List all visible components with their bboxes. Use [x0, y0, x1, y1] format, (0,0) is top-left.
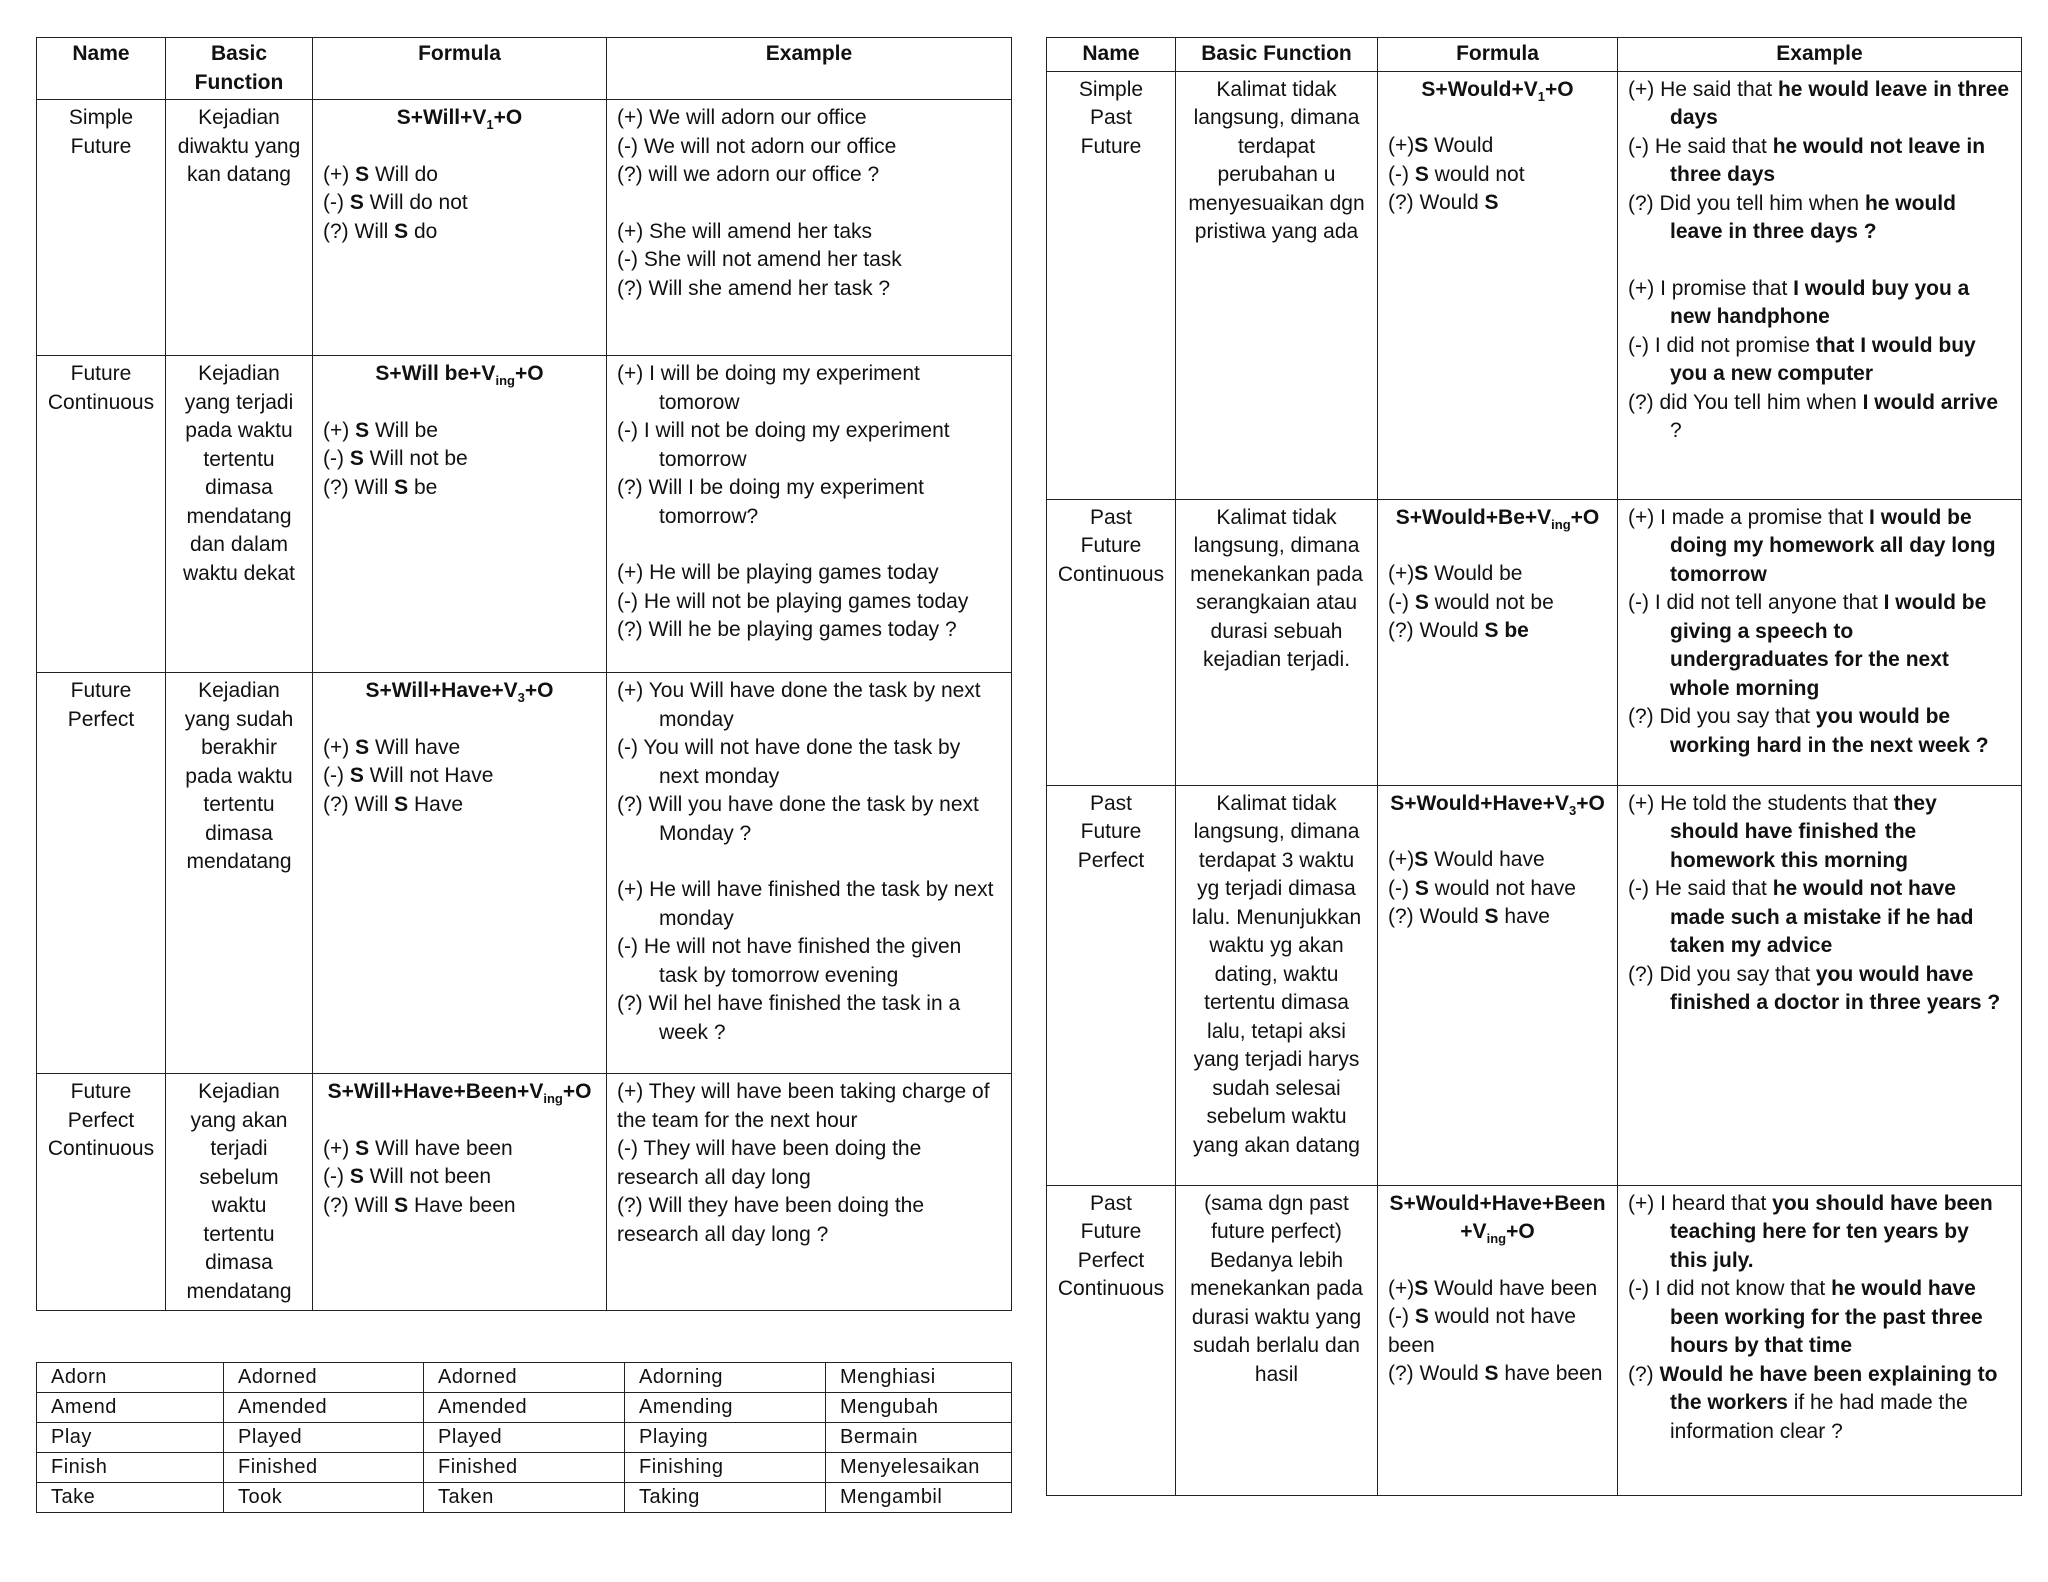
- example-text: (+) He said that: [1628, 77, 1778, 101]
- example-group: [1628, 790, 2011, 1018]
- formula-end: +O: [562, 1080, 592, 1103]
- formula-pattern: [323, 1163, 596, 1192]
- example-bold: I would buy you a new handphone: [1670, 276, 1970, 328]
- example-group: [1628, 275, 2011, 446]
- example-line: [1628, 790, 2011, 876]
- formula-pattern: [323, 1192, 596, 1221]
- vocab-row: [37, 1363, 1012, 1393]
- formula-pattern: [1388, 903, 1607, 932]
- formula-pattern: [1388, 617, 1607, 646]
- pattern-prefix: (-): [1388, 590, 1415, 614]
- formula-pattern: [323, 417, 596, 446]
- formula-end: +O: [1544, 77, 1574, 101]
- example-text: (+) I promise that: [1628, 276, 1794, 300]
- pattern-subject: S: [349, 764, 364, 787]
- pattern-rest: Will do: [369, 162, 438, 186]
- header-row: [37, 38, 1012, 100]
- tense-row: [1047, 499, 2022, 785]
- formula-cell: [313, 1074, 607, 1311]
- pattern-rest: would not be: [1428, 590, 1554, 614]
- example-cell: [1618, 785, 2022, 1185]
- header-row: [1047, 38, 2022, 72]
- example-cell: [607, 356, 1012, 673]
- vocab-cell: Bermain: [826, 1423, 1012, 1453]
- example-bold: you would be working hard in the next week ?: [1670, 705, 1989, 757]
- formula-end: +O: [514, 362, 544, 385]
- pattern-prefix: (-): [323, 191, 350, 214]
- example-line: (-) She will not amend her task: [617, 248, 902, 271]
- verb-forms-table: [36, 1362, 1012, 1513]
- example-bold: Would he have been explaining to the workers: [1659, 1362, 1998, 1414]
- vocab-cell: Play: [37, 1423, 224, 1453]
- example-line: (?) Will they have been doing the research all day long ?: [617, 1194, 925, 1246]
- example-text: (?) Did you tell him when: [1628, 191, 1865, 215]
- pattern-prefix: (?) Would: [1388, 191, 1485, 214]
- basic-function: Kejadian yang akan terjadi sebelum waktu tertentu dimasa mendatang: [166, 1074, 313, 1311]
- header-example: Example: [607, 38, 1012, 100]
- formula-pattern: [323, 1135, 596, 1164]
- example-line: [1628, 1190, 2011, 1276]
- pattern-prefix: (-): [323, 447, 350, 470]
- pattern-prefix: (?) Would: [1388, 619, 1485, 642]
- formula-cell: [313, 100, 607, 356]
- example-line: (+) They will have been taking charge of the team for the next hour: [617, 1080, 990, 1132]
- pattern-subject: S: [1414, 1305, 1429, 1328]
- formula-cell: [1378, 1185, 1618, 1495]
- example-line: [1628, 504, 2011, 590]
- pattern-subject: S: [1414, 134, 1429, 157]
- pattern-subject: S: [1414, 876, 1429, 900]
- tense-row: [1047, 1185, 2022, 1495]
- example-line: [1628, 332, 2011, 389]
- example-group: [1628, 1190, 2011, 1447]
- example-line: (-) I will not be doing my experiment tomorrow: [617, 419, 950, 471]
- tense-row: [37, 673, 1012, 1074]
- example-text: (?): [1628, 1362, 1660, 1386]
- pattern-prefix: (?) Will: [323, 219, 395, 243]
- example-bold: you would have finished a doctor in three years ?: [1670, 962, 2001, 1014]
- basic-function: Kejadian yang terjadi pada waktu tertentu dimasa mendatang dan dalam waktu dekat: [166, 356, 313, 673]
- pattern-prefix: (-): [1388, 876, 1415, 900]
- formula-text: [323, 1078, 596, 1107]
- example-line: (+) She will amend her taks: [617, 219, 873, 243]
- example-group: [617, 677, 1001, 848]
- pattern-prefix: (-): [323, 1165, 350, 1188]
- tense-row: [1047, 71, 2022, 499]
- pattern-subject: S: [1484, 1362, 1499, 1385]
- tense-name: Past Future Continuous: [1047, 499, 1176, 785]
- vocab-cell: Finishing: [625, 1453, 826, 1483]
- formula-text: [1388, 76, 1607, 105]
- vocab-cell: Took: [224, 1483, 424, 1513]
- vocab-cell: Menghiasi: [826, 1363, 1012, 1393]
- formula-subscript: 1: [486, 117, 494, 133]
- formula-main: S+Would+Have+V: [1390, 791, 1569, 815]
- example-line: (-) He will not have finished the given task by tomorrow evening: [617, 935, 962, 987]
- formula-main: S+Will+Have+V: [365, 679, 518, 702]
- future-tenses-table: [36, 37, 1012, 1311]
- formula-pattern: [1388, 1360, 1607, 1389]
- formula-cell: [313, 673, 607, 1074]
- example-line: [1628, 961, 2011, 1018]
- vocab-cell: Finished: [224, 1453, 424, 1483]
- pattern-rest: Will have been: [369, 1136, 513, 1160]
- vocab-cell: Taken: [424, 1483, 625, 1513]
- pattern-subject: S: [355, 735, 370, 759]
- vocab-cell: Finished: [424, 1453, 625, 1483]
- formula-subscript: ing: [1551, 516, 1571, 532]
- example-text: (+) He told the students that: [1628, 791, 1894, 815]
- example-text: (-) I did not promise: [1628, 333, 1816, 357]
- vocab-cell: Taking: [625, 1483, 826, 1513]
- example-text: (?) Did you say that: [1628, 705, 1816, 728]
- vocab-cell: Playing: [625, 1423, 826, 1453]
- pattern-subject: S: [355, 418, 370, 442]
- pattern-prefix: (+): [323, 1136, 356, 1160]
- example-line: [1628, 589, 2011, 703]
- example-cell: [1618, 71, 2022, 499]
- example-group: [617, 559, 1001, 645]
- pattern-prefix: (?) Will: [323, 475, 395, 499]
- example-cell: [1618, 1185, 2022, 1495]
- formula-text: [1388, 790, 1607, 819]
- pattern-prefix: (+): [1388, 848, 1415, 871]
- tense-name: Future Perfect Continuous: [37, 1074, 166, 1311]
- pattern-prefix: (+): [323, 418, 356, 442]
- formula-patterns: [1388, 1275, 1607, 1389]
- example-bold: I would arrive: [1862, 390, 1999, 414]
- example-tail: ?: [1670, 419, 1682, 442]
- example-text: (?) Did you say that: [1628, 962, 1816, 986]
- tense-name: Simple Past Future: [1047, 71, 1176, 499]
- example-line: (?) Will she amend her task ?: [617, 276, 891, 300]
- formula-patterns: [1388, 846, 1607, 932]
- pattern-subject: S: [394, 475, 409, 499]
- example-line: [1628, 275, 2011, 332]
- vocab-cell: Amended: [424, 1393, 625, 1423]
- example-line: (-) They will have been doing the research all day long: [617, 1137, 922, 1189]
- example-bold: I would be doing my homework all day long tomorrow: [1670, 505, 1996, 586]
- vocab-cell: Amend: [37, 1393, 224, 1423]
- header-basic-line1: Basic: [210, 42, 268, 65]
- pattern-rest: Will not be: [363, 447, 468, 470]
- pattern-rest: would not have: [1428, 876, 1576, 900]
- formula-end: +O: [1570, 505, 1600, 529]
- example-group: [617, 360, 1001, 531]
- formula-cell: [1378, 71, 1618, 499]
- example-group: [617, 104, 1001, 190]
- basic-function: Kejadian yang sudah berakhir pada waktu tertentu dimasa mendatang: [166, 673, 313, 1074]
- vocab-cell: Finish: [37, 1453, 224, 1483]
- example-bold: he would leave in three days: [1670, 77, 2010, 129]
- pattern-rest: have: [1498, 905, 1550, 928]
- example-line: [1628, 1361, 2011, 1447]
- example-line: (?) will we adorn our office ?: [617, 163, 880, 186]
- pattern-rest: Have: [408, 792, 464, 816]
- example-bold: they should have finished the homework this morning: [1670, 791, 1937, 872]
- vocab-cell: Adorning: [625, 1363, 826, 1393]
- formula-subscript: ing: [495, 373, 515, 389]
- pattern-prefix: (-): [1388, 162, 1415, 186]
- pattern-rest: Would: [1428, 134, 1494, 157]
- example-cell: [607, 1074, 1012, 1311]
- pattern-rest: Will not Have: [363, 764, 494, 787]
- example-cell: [607, 673, 1012, 1074]
- vocab-row: [37, 1423, 1012, 1453]
- pattern-subject: S: [349, 1165, 364, 1188]
- pattern-rest: Would have: [1428, 848, 1545, 871]
- pattern-rest: be: [408, 475, 438, 499]
- tense-name: Simple Future: [37, 100, 166, 356]
- pattern-rest: have been: [1498, 1362, 1603, 1385]
- example-line: [1628, 1275, 2011, 1361]
- pattern-subject: S: [1414, 848, 1429, 871]
- formula-pattern: [1388, 846, 1607, 875]
- formula-pattern: [323, 762, 596, 791]
- pattern-prefix: (-): [323, 764, 350, 787]
- formula-pattern: [323, 161, 596, 190]
- pattern-prefix: (?) Would: [1388, 905, 1485, 928]
- formula-pattern: [1388, 132, 1607, 161]
- vocab-cell: Menyelesaikan: [826, 1453, 1012, 1483]
- example-bold: he would not have made such a mistake if he had taken my advice: [1670, 877, 1974, 957]
- example-bold: that I would buy you a new computer: [1670, 333, 1976, 385]
- formula-subscript: 1: [1537, 88, 1545, 104]
- pattern-subject: S: [394, 1193, 409, 1217]
- formula-end: +O: [1506, 1220, 1535, 1243]
- vocab-cell: Adorned: [424, 1363, 625, 1393]
- pattern-prefix: (+): [323, 162, 356, 186]
- pattern-prefix: (+): [323, 735, 356, 759]
- formula-pattern: [1388, 589, 1607, 618]
- example-bold: I would be giving a speech to undergraduates for the next whole morning: [1670, 591, 1987, 700]
- example-line: [1628, 76, 2011, 133]
- example-tail: if he had made the information clear ?: [1670, 1391, 1968, 1443]
- formula-pattern: [323, 445, 596, 474]
- example-line: (?) Will he be playing games today ?: [617, 618, 957, 641]
- tense-name: Future Perfect: [37, 673, 166, 1074]
- pattern-subject: S: [1484, 191, 1499, 214]
- pattern-rest: Will have: [369, 735, 461, 759]
- formula-patterns: [323, 161, 596, 247]
- formula-pattern: [1388, 1275, 1607, 1304]
- formula-text: [1388, 504, 1607, 533]
- vocab-row: [37, 1453, 1012, 1483]
- example-line: (+) We will adorn our office: [617, 106, 867, 129]
- formula-subscript: 3: [1568, 802, 1577, 818]
- header-example: Example: [1618, 38, 2022, 72]
- formula-end: +O: [524, 679, 554, 702]
- example-text: (-) I did not tell anyone that: [1628, 591, 1884, 614]
- header-basic-function: [166, 38, 313, 100]
- example-bold: he would leave in three days ?: [1670, 191, 1956, 243]
- formula-pattern: [323, 791, 596, 820]
- basic-function: Kalimat tidak langsung, dimana terdapat 3 waktu yg terjadi dimasa lalu. Menunjukkan waktu yg akan dating, waktu tertentu dimasa lalu, tetapi aksi yang terjadi harys sudah selesai sebelum waktu yang akan datang: [1176, 785, 1378, 1185]
- formula-cell: [1378, 499, 1618, 785]
- pattern-rest: Would be: [1428, 562, 1523, 585]
- pattern-subject: S: [1414, 590, 1429, 614]
- example-group: [617, 876, 1001, 1047]
- formula-pattern: [1388, 1303, 1607, 1360]
- header-formula: Formula: [1378, 38, 1618, 72]
- vocab-cell: Adorn: [37, 1363, 224, 1393]
- pattern-prefix: (+): [1388, 134, 1415, 157]
- formula-pattern: [323, 474, 596, 503]
- example-text: (-) He said that: [1628, 877, 1773, 900]
- formula-text: [323, 104, 596, 133]
- pattern-rest: Will be: [369, 418, 438, 442]
- pattern-subject: S: [355, 1136, 370, 1160]
- vocab-cell: Played: [424, 1423, 625, 1453]
- vocab-cell: Mengubah: [826, 1393, 1012, 1423]
- pattern-rest: would not: [1428, 162, 1525, 186]
- example-line: (?) Will you have done the task by next Monday ?: [617, 793, 979, 845]
- formula-pattern: [323, 218, 596, 247]
- tense-name: Future Continuous: [37, 356, 166, 673]
- example-line: (+) He will be playing games today: [617, 561, 939, 584]
- example-group: [1628, 76, 2011, 247]
- formula-text: [323, 677, 596, 706]
- tense-row: [37, 100, 1012, 356]
- vocab-cell: Amended: [224, 1393, 424, 1423]
- formula-patterns: [323, 734, 596, 820]
- vocab-cell: Mengambil: [826, 1483, 1012, 1513]
- pattern-subject: S be: [1484, 619, 1529, 642]
- pattern-subject: S: [1414, 162, 1429, 186]
- pattern-prefix: (+): [1388, 1276, 1415, 1300]
- header-name: Name: [1047, 38, 1176, 72]
- example-text: (+) I made a promise that: [1628, 505, 1870, 529]
- pattern-subject: S: [1414, 562, 1429, 585]
- pattern-rest: Will not been: [363, 1165, 492, 1188]
- pattern-subject: S: [394, 792, 409, 816]
- vocab-row: [37, 1393, 1012, 1423]
- pattern-subject: S: [1414, 1276, 1429, 1300]
- pattern-rest: do: [408, 219, 438, 243]
- pattern-prefix: (+): [1388, 562, 1415, 585]
- pattern-subject: S: [355, 162, 370, 186]
- pattern-subject: S: [394, 219, 409, 243]
- pattern-subject: S: [349, 447, 364, 470]
- example-bold: he would have been working for the past three hours by that time: [1670, 1277, 1983, 1357]
- formula-pattern: [1388, 875, 1607, 904]
- formula-pattern: [1388, 189, 1607, 218]
- tense-name: Past Future Perfect Continuous: [1047, 1185, 1176, 1495]
- pattern-subject: S: [1484, 905, 1499, 928]
- formula-subscript: ing: [1486, 1231, 1507, 1247]
- formula-cell: [313, 356, 607, 673]
- vocab-cell: Amending: [625, 1393, 826, 1423]
- pattern-prefix: (?) Will: [323, 1193, 395, 1217]
- formula-subscript: ing: [543, 1091, 563, 1107]
- example-cell: [1618, 499, 2022, 785]
- past-future-tenses-table: [1046, 37, 2022, 1496]
- pattern-prefix: (?) Will: [323, 792, 395, 816]
- tense-name: Past Future Perfect: [1047, 785, 1176, 1185]
- formula-end: +O: [1576, 791, 1605, 815]
- formula-patterns: [323, 1135, 596, 1221]
- example-line: [1628, 133, 2011, 190]
- vocab-row: [37, 1483, 1012, 1513]
- example-text: (+) I heard that: [1628, 1191, 1773, 1215]
- formula-main: S+Will+Have+Been+V: [327, 1080, 544, 1103]
- formula-pattern: [323, 734, 596, 763]
- header-basic-function: Basic Function: [1176, 38, 1378, 72]
- formula-subscript: 3: [517, 690, 525, 706]
- example-line: (?) Wil hel have finished the task in a week ?: [617, 992, 961, 1044]
- example-line: [1628, 703, 2011, 760]
- example-line: [1628, 389, 2011, 446]
- header-name: Name: [37, 38, 166, 100]
- basic-function: (sama dgn past future perfect) Bedanya lebih menekankan pada durasi waktu yang sudah berlalu dan hasil: [1176, 1185, 1378, 1495]
- example-cell: [607, 100, 1012, 356]
- example-text: (-) He said that: [1628, 134, 1773, 158]
- example-text: (?) did You tell him when: [1628, 390, 1863, 414]
- formula-pattern: [1388, 560, 1607, 589]
- formula-main: S+Would+Be+V: [1395, 505, 1552, 529]
- pattern-subject: S: [349, 191, 364, 214]
- vocab-cell: Played: [224, 1423, 424, 1453]
- example-line: (?) Will I be doing my experiment tomorrow?: [617, 476, 924, 528]
- tense-row: [37, 1074, 1012, 1311]
- formula-cell: [1378, 785, 1618, 1185]
- formula-text: [1388, 1190, 1607, 1247]
- formula-pattern: [1388, 161, 1607, 190]
- tense-row: [37, 356, 1012, 673]
- example-line: (+) He will have finished the task by next monday: [617, 878, 994, 930]
- example-text: (-) I did not know that: [1628, 1277, 1832, 1300]
- formula-patterns: [323, 417, 596, 503]
- example-line: [1628, 190, 2011, 247]
- example-line: (+) You Will have done the task by next monday: [617, 679, 981, 731]
- example-line: (-) We will not adorn our office: [617, 134, 897, 158]
- example-line: (-) You will not have done the task by next monday: [617, 736, 961, 788]
- example-line: [1628, 875, 2011, 961]
- pattern-rest: Would have been: [1428, 1276, 1598, 1300]
- formula-main: S+Will+V: [396, 106, 487, 129]
- vocab-cell: Take: [37, 1483, 224, 1513]
- example-line: (-) He will not be playing games today: [617, 589, 969, 613]
- tense-row: [1047, 785, 2022, 1185]
- example-group: [617, 218, 1001, 304]
- pattern-prefix: (-): [1388, 1305, 1415, 1328]
- formula-main: S+Will be+V: [375, 362, 496, 385]
- vocab-cell: Adorned: [224, 1363, 424, 1393]
- pattern-rest: would not have been: [1388, 1305, 1576, 1357]
- example-bold: you should have been teaching here for ten years by this july.: [1670, 1191, 1993, 1272]
- basic-function: Kalimat tidak langsung, dimana menekankan pada serangkaian atau durasi sebuah kejadian terjadi.: [1176, 499, 1378, 785]
- example-group: [617, 1078, 1001, 1249]
- pattern-prefix: (?) Would: [1388, 1362, 1485, 1385]
- pattern-rest: Will do not: [363, 191, 468, 214]
- example-bold: he would not leave in three days: [1670, 134, 1986, 186]
- basic-function: Kejadian diwaktu yang kan datang: [166, 100, 313, 356]
- pattern-rest: Have been: [408, 1193, 516, 1217]
- header-formula: Formula: [313, 38, 607, 100]
- example-line: (+) I will be doing my experiment tomorow: [617, 362, 920, 414]
- formula-main: S+Would+Have+Been +V: [1389, 1191, 1606, 1243]
- formula-text: [323, 360, 596, 389]
- example-group: [1628, 504, 2011, 761]
- header-basic-line2: Function: [194, 70, 284, 94]
- formula-end: +O: [493, 106, 523, 129]
- formula-patterns: [1388, 132, 1607, 218]
- formula-patterns: [1388, 560, 1607, 646]
- formula-main: S+Would+V: [1421, 77, 1538, 101]
- formula-pattern: [323, 189, 596, 218]
- basic-function: Kalimat tidak langsung, dimana terdapat perubahan u menyesuaikan dgn pristiwa yang ada: [1176, 71, 1378, 499]
